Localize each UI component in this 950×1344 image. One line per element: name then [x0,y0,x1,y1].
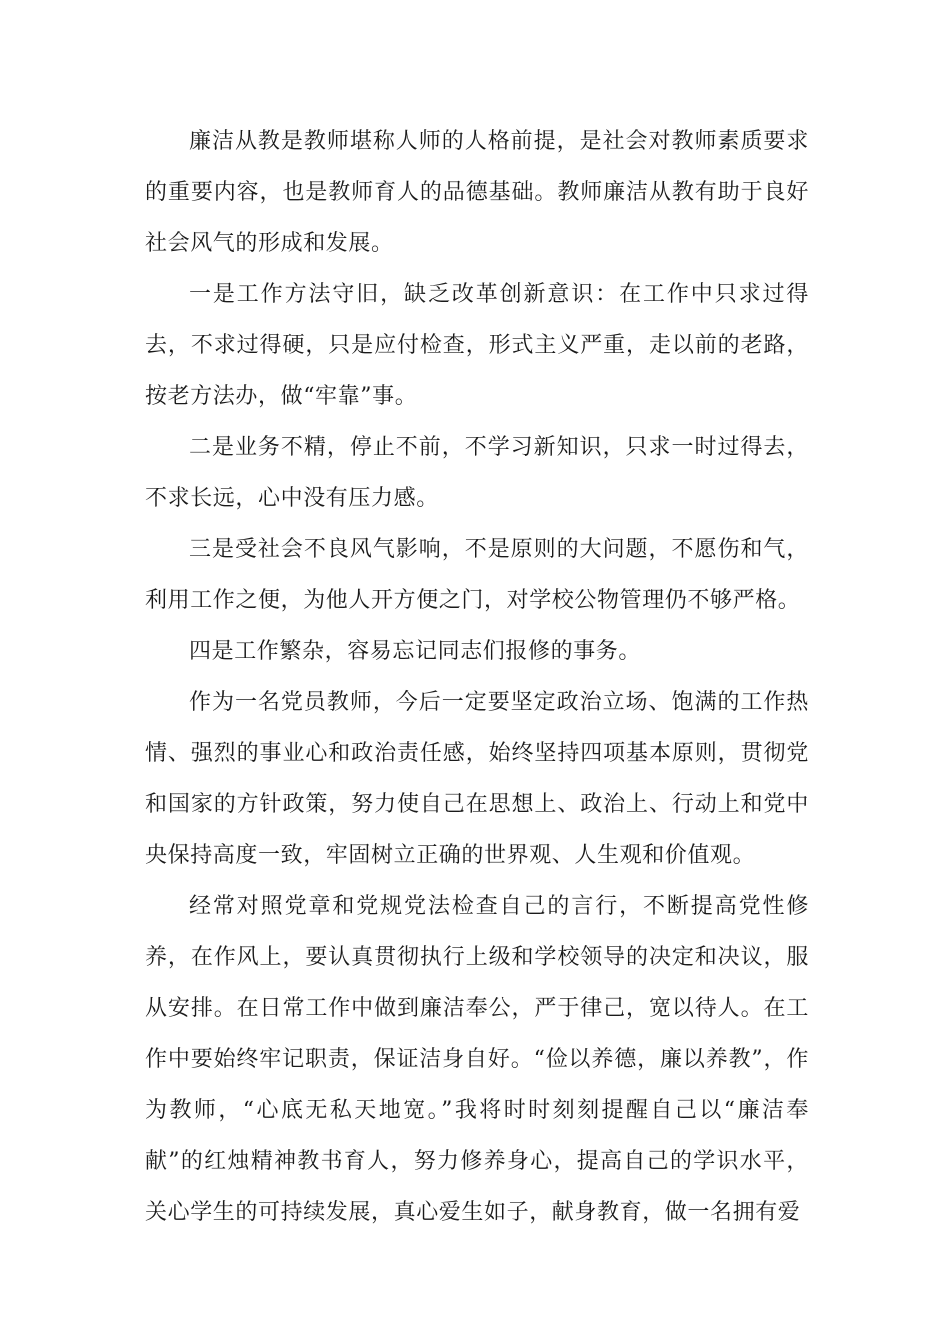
paragraph-1: 廉洁从教是教师堪称人师的人格前提，是社会对教师素质要求的重要内容，也是教师育人的品德基础。教师廉洁从教有助于良好社会风气的形成和发展。 [145,129,809,256]
document-body [145,116,809,1238]
paragraph-2: 一是工作方法守旧，缺乏改革创新意识：在工作中只求过得去，不求过得硬，只是应付检查，形式主义严重，走以前的老路，按老方法办，做“牢靠”事。 [145,282,809,409]
paragraph-4: 三是受社会不良风气影响，不是原则的大问题，不愿伤和气，利用工作之便，为他人开方便之门，对学校公物管理仍不够严格。 [145,537,809,613]
paragraph-5: 四是工作繁杂，容易忘记同志们报修的事务。 [189,639,642,664]
paragraph-6: 作为一名党员教师，今后一定要坚定政治立场、饱满的工作热情、强烈的事业心和政治责任感，始终坚持四项基本原则，贯彻党和国家的方针政策，努力使自己在思想上、政治上、行动上和党中央保持高度一致，牢固树立正确的世界观、人生观和价值观。 [145,690,809,868]
paragraph-7: 经常对照党章和党规党法检查自己的言行，不断提高党性修养，在作风上，要认真贯彻执行上级和学校领导的决定和决议，服从安排。在日常工作中做到廉洁奉公，严于律己，宽以待人。在工作中要始终牢记职责，保证洁身自好。“俭以养德，廉以养教”，作为教师，“心底无私天地宽。”我将时时刻刻提醒自己以“廉洁奉献”的红烛精神教书育人，努力修养身心，提高自己的学识水平，关心学生的可持续发展，真心爱生如子，献身教育，做一名拥有爱 [145,894,809,1225]
paragraph-3: 二是业务不精，停止不前，不学习新知识，只求一时过得去，不求长远，心中没有压力感。 [145,435,809,511]
